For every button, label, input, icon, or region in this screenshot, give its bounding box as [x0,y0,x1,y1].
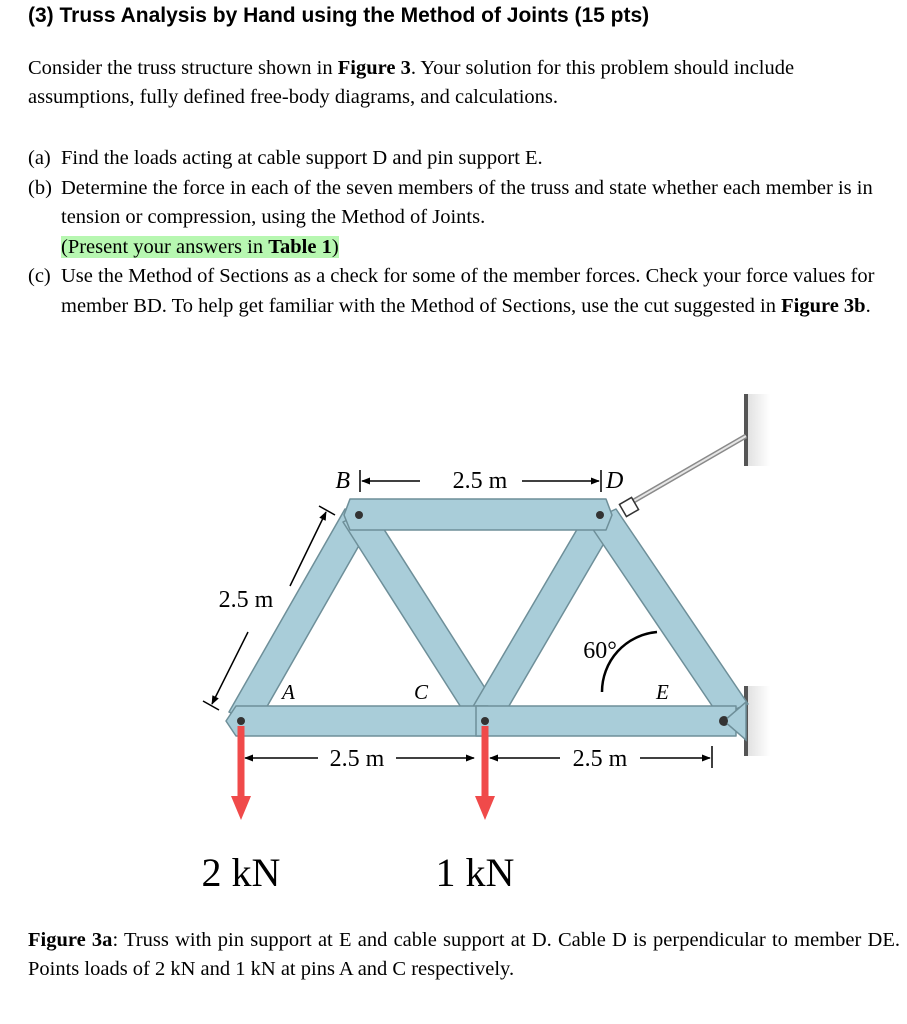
side-dim-tick-top [319,506,335,515]
part-b-text: Determine the force in each of the seven members of the truss and state whether each member is in tension or compression, using the Method of Joints. [61,176,873,228]
load-arrow-a-head [231,796,251,820]
section-heading: (3) Truss Analysis by Hand using the Method of Joints (15 pts) [28,4,650,27]
part-a-label: (a) [28,147,51,169]
intro-text-after: . Your solution for this problem should include assumptions, fully defined free-body diagrams, and calculations. [28,57,795,108]
question-parts [28,144,888,321]
intro-paragraph [28,54,888,112]
lower-wall [748,686,770,756]
upper-wall [748,394,770,466]
label-b: B [335,468,350,494]
member-ac [226,706,488,736]
bottom-right-dim-label: 2.5 m [572,746,628,772]
pin-support-e-center [720,717,728,725]
member-ce [476,706,736,736]
table-note-open: (Present your answers in [61,235,269,258]
load-arrow-c-head [475,796,495,820]
part-c-text-before: Use the Method of Sections as a check for some of the member forces. Check your force values for member BD. To help get familiar with the Method of Sections, use the cut suggested in [61,265,875,317]
table-note-close: ) [331,235,339,258]
truss-members [226,499,748,736]
part-c-body [61,262,888,321]
bottom-left-dim-label: 2.5 m [329,746,385,772]
angle-label: 60° [583,638,617,664]
part-a-text: Find the loads acting at cable support D and pin support E. [61,147,543,169]
intro-figure-ref: Figure 3 [337,57,411,79]
member-bd [344,499,612,530]
part-b-body [61,174,888,263]
load-c-label: 1 kN [435,850,515,895]
part-c-text-after: . [865,294,871,317]
label-d: D [606,468,624,494]
pin-a [237,717,245,725]
part-b [28,174,888,263]
load-a-label: 2 kN [201,850,281,895]
cable-d-core [632,436,746,502]
pin-c [481,717,489,725]
label-c: C [414,680,429,704]
top-dim-label: 2.5 m [452,468,508,494]
side-dim-tick-bottom [203,701,219,710]
part-c [28,262,888,321]
table-note-highlight [61,236,339,258]
intro-text-before: Consider the truss structure shown in [28,57,338,79]
truss-figure [0,370,907,920]
table-note-ref: Table 1 [268,235,332,258]
member-cd [471,509,617,723]
part-c-label: (c) [28,265,51,287]
pin-d [596,511,604,519]
part-b-label: (b) [28,176,52,199]
label-a: A [282,680,295,704]
part-c-figure-ref: Figure 3b [781,294,866,317]
pin-b [355,511,363,519]
figure-caption [28,926,900,984]
member-ab [229,509,373,724]
caption-label: Figure 3a [28,929,113,951]
caption-text: : Truss with pin support at E and cable support at D. Cable D is perpendicular to member DE. Points loads of 2 kN and 1 kN at pins A and C respectively. [28,929,900,980]
label-e: E [656,680,669,704]
part-a [28,144,888,174]
side-dim-label: 2.5 m [218,587,274,613]
